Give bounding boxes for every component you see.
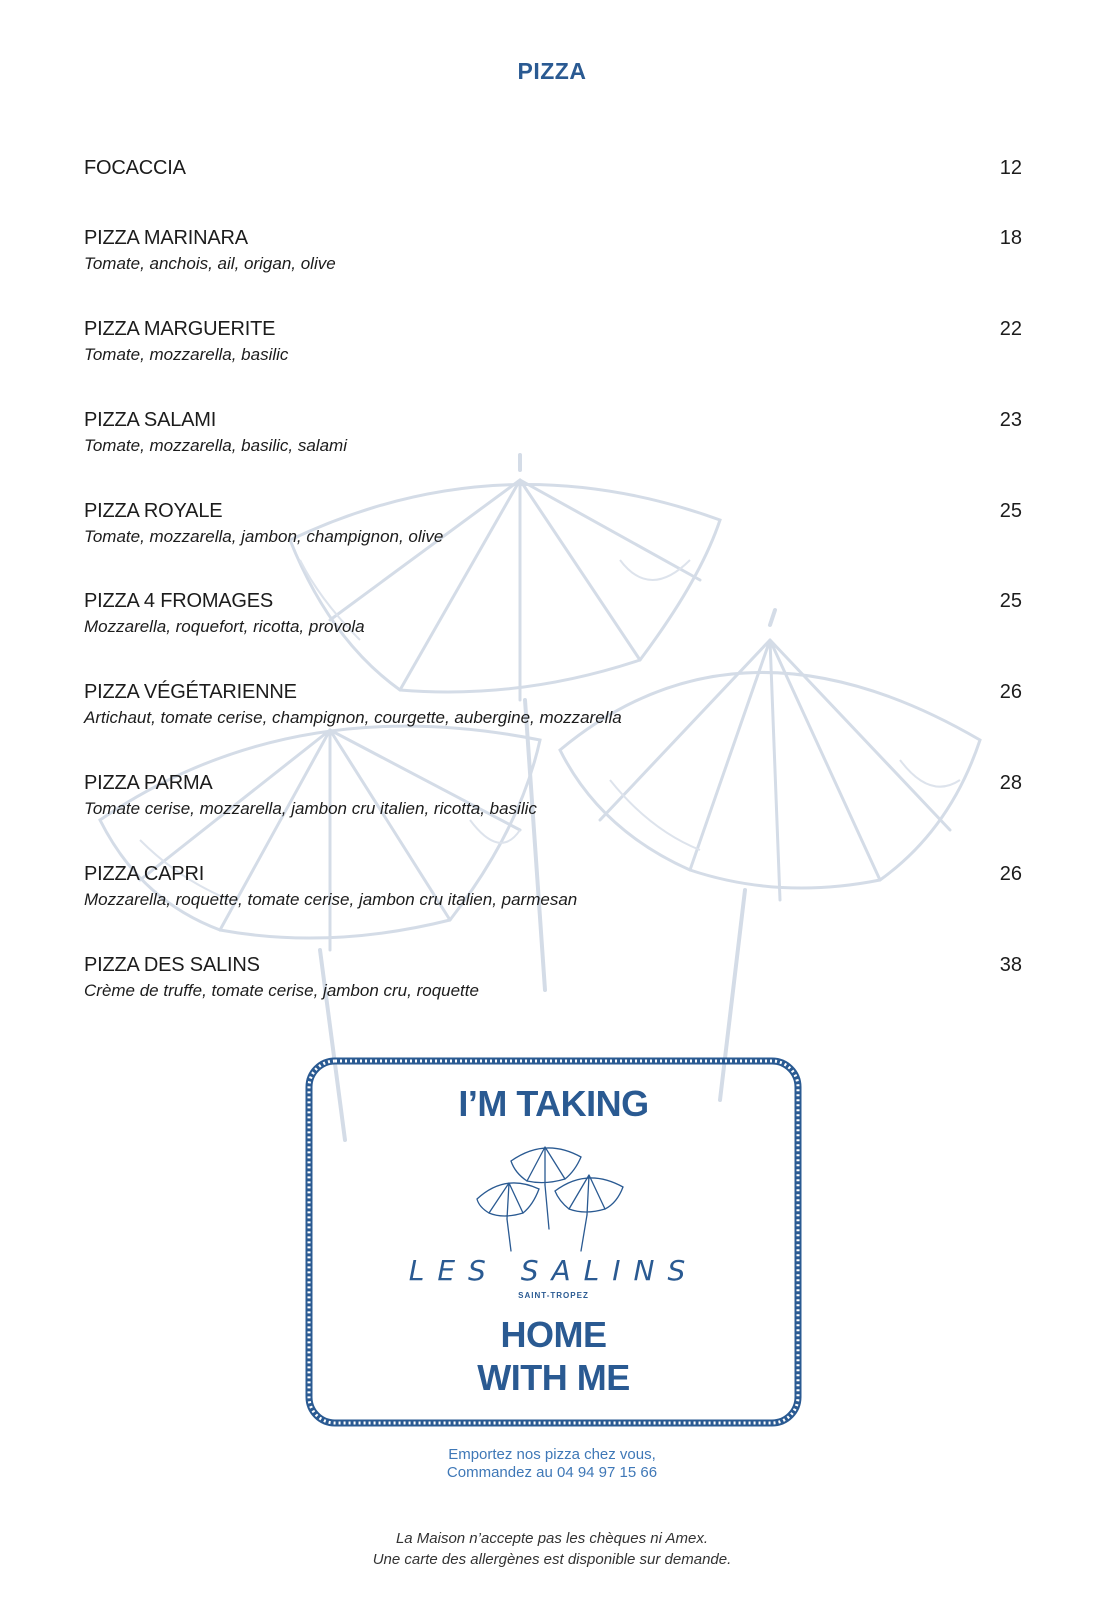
item-name: PIZZA PARMA [84,772,213,794]
brand-logo-text: LES SALINS [408,1254,699,1287]
menu-item-des-salins [84,954,1022,1001]
umbrella-logo-icon [475,1139,631,1257]
item-price: 26 [999,863,1022,885]
menu-item-capri [84,863,1022,910]
item-name: PIZZA ROYALE [84,500,223,522]
item-price: 22 [999,318,1022,340]
footer-notes [0,1528,1104,1570]
item-name: PIZZA 4 FROMAGES [84,590,274,612]
takeaway-promo-box [305,1057,802,1427]
item-description: Tomate, mozzarella, basilic [84,345,289,364]
menu-item-4-fromages [84,590,1022,637]
item-description: Tomate, mozzarella, basilic, salami [84,436,347,455]
menu-item-focaccia [84,157,1022,180]
order-note-line1: Emportez nos pizza chez vous, [448,1446,656,1463]
promo-heading: I’M TAKING [458,1083,649,1124]
menu-item-salami [84,409,1022,456]
item-name: PIZZA MARGUERITE [84,318,276,340]
item-description: Tomate, anchois, ail, origan, olive [84,254,336,273]
item-description: Tomate, mozzarella, jambon, champignon, olive [84,527,444,546]
takeaway-order-note [0,1446,1104,1482]
item-price: 18 [999,227,1022,249]
item-name: PIZZA DES SALINS [84,954,260,976]
order-note-phone: Commandez au 04 94 97 15 66 [446,1464,658,1481]
item-description: Tomate cerise, mozzarella, jambon cru italien, ricotta, basilic [84,799,537,818]
item-price: 25 [999,590,1022,612]
item-description: Crème de truffe, tomate cerise, jambon cru, roquette [84,981,479,1000]
item-name: PIZZA CAPRI [84,863,205,885]
item-name: PIZZA VÉGÉTARIENNE [84,681,297,703]
item-price: 28 [999,772,1022,794]
promo-tagline [305,1313,802,1399]
item-price: 38 [999,954,1022,976]
allergen-note: Une carte des allergènes est disponible sur demande. [372,1551,732,1568]
item-price: 25 [999,500,1022,522]
menu-item-marguerite [84,318,1022,365]
brand-location: SAINT-TROPEZ [518,1291,589,1300]
item-description: Mozzarella, roquefort, ricotta, provola [84,617,365,636]
menu-item-marinara [84,227,1022,274]
promo-tagline-line1: HOME [500,1314,607,1355]
payment-note: La Maison n’accepte pas les chèques ni Amex. [395,1530,709,1547]
item-name: PIZZA MARINARA [84,227,248,249]
item-price: 12 [999,157,1022,179]
menu-item-vegetarienne [84,681,1022,728]
item-price: 26 [999,681,1022,703]
menu-item-royale [84,500,1022,547]
item-description: Mozzarella, roquette, tomate cerise, jambon cru italien, parmesan [84,890,578,909]
item-description: Artichaut, tomate cerise, champignon, courgette, aubergine, mozzarella [84,708,622,727]
item-name: PIZZA SALAMI [84,409,217,431]
promo-tagline-line2: WITH ME [477,1357,630,1398]
item-price: 23 [999,409,1022,431]
menu-item-parma [84,772,1022,819]
page-title: PIZZA [517,58,587,84]
item-name: FOCACCIA [84,157,186,179]
